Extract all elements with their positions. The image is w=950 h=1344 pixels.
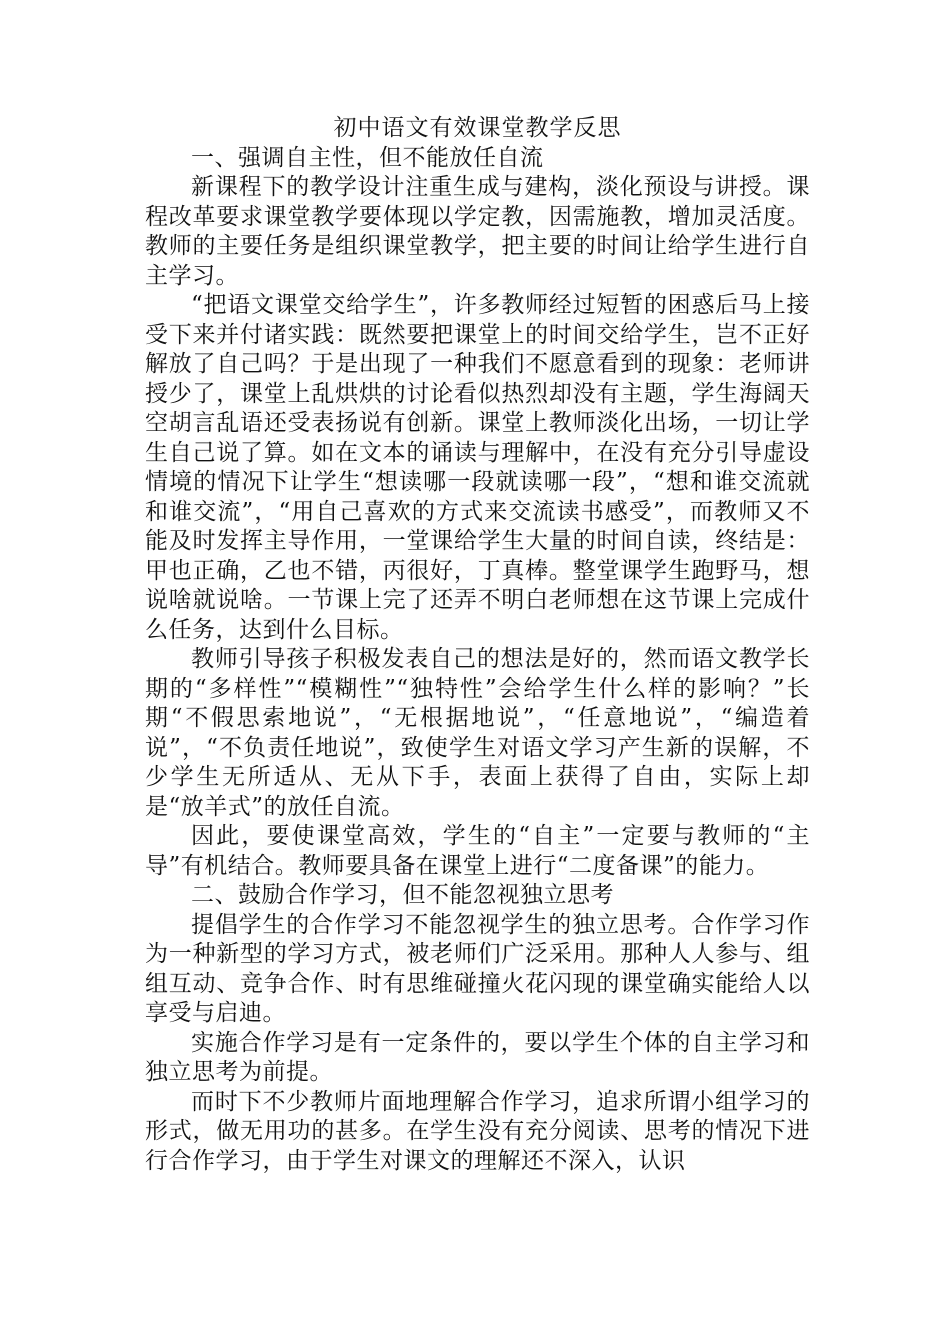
paragraph: “把语文课堂交给学生”，许多教师经过短暂的困惑后马上接受下来并付诸实践：既然要把课堂上的时间交给学生，岂不正好解放了自己吗？于是出现了一种我们不愿意看到的现象：老师讲授少了，课堂上乱烘烘的讨论看似热烈却没有主题，学生海阔天空胡言乱语还受表扬说有创新。课堂上教师淡化出场，一切让学生自己说了算。如在文本的诵读与理解中，在没有充分引导虚设情境的情况下让学生“想读哪一段就读哪一段”，“想和谁交流就和谁交流”，“用自己喜欢的方式来交流读书感受”，而教师又不能及时发挥主导作用，一堂课给学生大量的时间自读，终结是：甲也正确，乙也不错，丙很好，丁真棒。整堂课学生跑野马，想说啥就说啥。一节课上完了还弄不明白老师想在这节课上完成什么任务，达到什么目标。 <box>145 292 810 643</box>
document-body <box>145 114 810 1176</box>
document-title: 初中语文有效课堂教学反思 <box>333 115 622 141</box>
section-heading-2: 二、鼓励合作学习，但不能忽视独立思考 <box>191 882 614 908</box>
section-heading-1: 一、强调自主性，但不能放任自流 <box>191 144 544 171</box>
paragraph: 因此，要使课堂高效，学生的“自主”一定要与教师的“主导”有机结合。教师要具备在课堂上进行“二度备课”的能力。 <box>145 823 810 879</box>
paragraph: 而时下不少教师片面地理解合作学习，追求所谓小组学习的形式，做无用功的甚多。在学生没有充分阅读、思考的情况下进行合作学习，由于学生对课文的理解还不深入，认识 <box>145 1088 810 1174</box>
paragraph: 提倡学生的合作学习不能忽视学生的独立思考。合作学习作为一种新型的学习方式，被老师们广泛采用。那种人人参与、组组互动、竞争合作、时有思维碰撞火花闪现的课堂确实能给人以享受与启迪。 <box>145 911 810 1026</box>
paragraph: 新课程下的教学设计注重生成与建构，淡化预设与讲授。课程改革要求课堂教学要体现以学定教，因需施教，增加灵活度。教师的主要任务是组织课堂教学，把主要的时间让给学生进行自主学习。 <box>145 174 810 289</box>
paragraph: 实施合作学习是有一定条件的，要以学生个体的自主学习和独立思考为前提。 <box>145 1029 810 1085</box>
paragraph: 教师引导孩子积极发表自己的想法是好的，然而语文教学长期的“多样性”“模糊性”“独特性”会给学生什么样的影响？”长期“不假思索地说”，“无根据地说”，“任意地说”，“编造着说”，“不负责任地说”，致使学生对语文学习产生新的误解，不少学生无所适从、无从下手，表面上获得了自由，实际上却是“放羊式”的放任自流。 <box>145 646 810 820</box>
